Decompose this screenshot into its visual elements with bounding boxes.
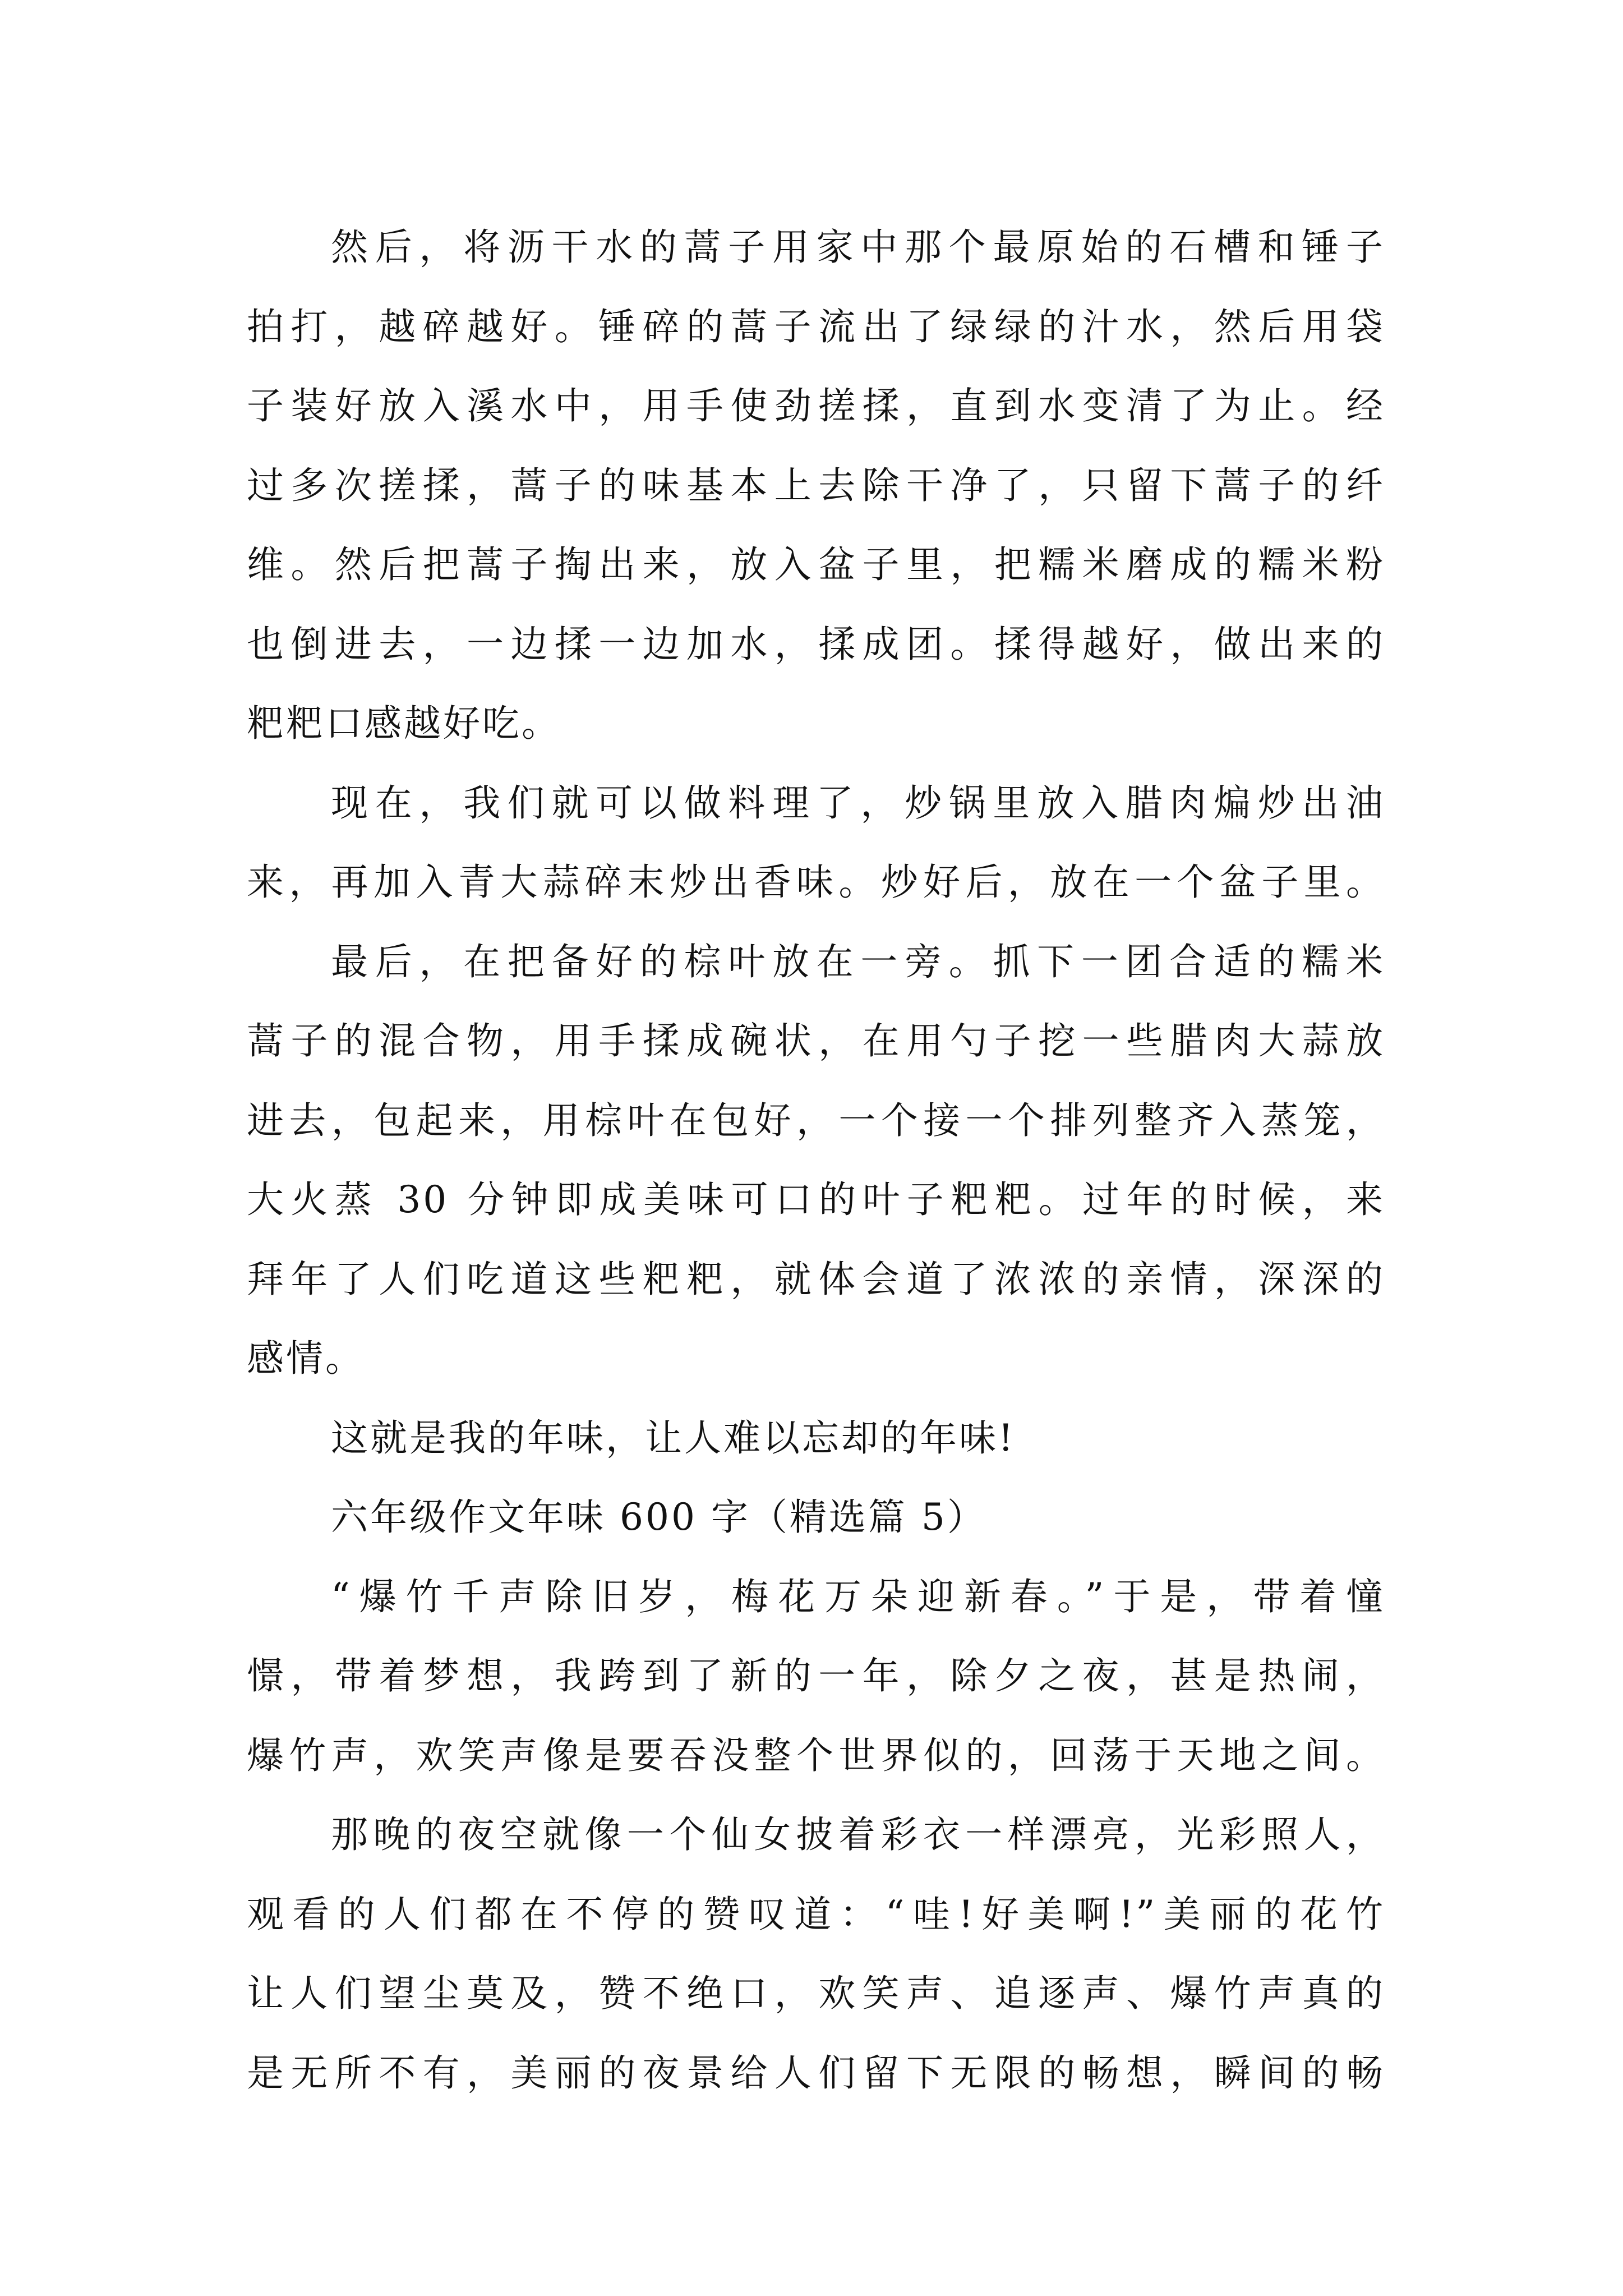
- paragraph-line: 感情。: [247, 1337, 365, 1380]
- paragraph-line: 这就是我的年味，让人难以忘却的年味!: [331, 1416, 1016, 1460]
- paragraph-line: 维。然后把蒿子掏出来，放入盆子里，把糯米磨成的糯米粉: [247, 543, 1385, 586]
- section-heading: 六年级作文年味 600 字（精选篇 5）: [331, 1496, 986, 1539]
- paragraph-line: 然后，将沥干水的蒿子用家中那个最原始的石槽和锤子: [331, 226, 1385, 269]
- paragraph-line: 蒿子的混合物，用手揉成碗状，在用勺子挖一些腊肉大蒜放: [247, 1019, 1385, 1062]
- paragraph-line: “爆竹千声除旧岁，梅花万朵迎新春。”于是，带着憧: [331, 1575, 1385, 1618]
- paragraph-line: 粑粑口感越好吃。: [247, 702, 561, 745]
- paragraph-line: 让人们望尘莫及，赞不绝口，欢笑声、追逐声、爆竹声真的: [247, 1972, 1385, 2015]
- paragraph-line: 爆竹声，欢笑声像是要吞没整个世界似的，回荡于天地之间。: [247, 1733, 1385, 1777]
- paragraph-line: 拜年了人们吃道这些粑粑，就体会道了浓浓的亲情，深深的: [247, 1257, 1385, 1301]
- paragraph-line: 进去，包起来，用棕叶在包好，一个接一个排列整齐入蒸笼，: [247, 1098, 1385, 1142]
- paragraph-line: 那晚的夜空就像一个仙女披着彩衣一样漂亮，光彩照人，: [331, 1813, 1385, 1856]
- paragraph-line: 是无所不有，美丽的夜景给人们留下无限的畅想，瞬间的畅: [247, 2051, 1385, 2095]
- paragraph-line: 现在，我们就可以做料理了，炒锅里放入腊肉煸炒出油: [331, 781, 1385, 825]
- paragraph-line: 最后，在把备好的棕叶放在一旁。抓下一团合适的糯米: [331, 940, 1385, 983]
- paragraph-line: 拍打，越碎越好。锤碎的蒿子流出了绿绿的汁水，然后用袋: [247, 305, 1385, 348]
- paragraph-line: 观看的人们都在不停的赞叹道：“哇!好美啊!”美丽的花竹: [247, 1892, 1385, 1936]
- body-text: [247, 208, 1385, 2113]
- paragraph-line: 憬，带着梦想，我跨到了新的一年，除夕之夜，甚是热闹，: [247, 1654, 1385, 1697]
- paragraph-line: 大火蒸 30 分钟即成美味可口的叶子粑粑。过年的时候，来: [247, 1178, 1385, 1221]
- paragraph-line: 来，再加入青大蒜碎末炒出香味。炒好后，放在一个盆子里。: [247, 861, 1385, 904]
- paragraph-line: 也倒进去，一边揉一边加水，揉成团。揉得越好，做出来的: [247, 622, 1385, 666]
- paragraph-line: 过多次搓揉，蒿子的味基本上去除干净了，只留下蒿子的纤: [247, 463, 1385, 507]
- paragraph-line: 子装好放入溪水中，用手使劲搓揉，直到水变清了为止。经: [247, 384, 1385, 427]
